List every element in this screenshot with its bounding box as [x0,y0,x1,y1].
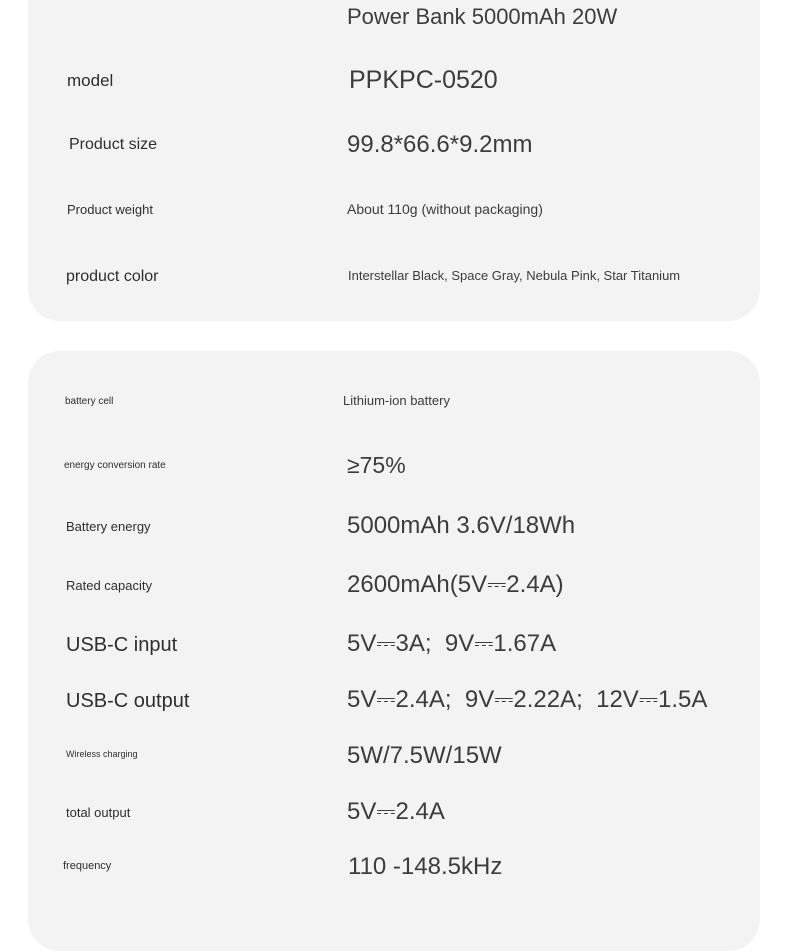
usb-c-input-label: USB-C input [66,634,178,656]
energy-conversion-rate-value: ≥75% [347,452,406,478]
product-color-label: product color [66,268,159,285]
product-color-value: Interstellar Black, Space Gray, Nebula Pink, Star Titanium [348,268,681,283]
product-name-value: Power Bank 5000mAh 20W [347,4,618,29]
product-weight-label: Product weight [67,202,153,217]
model-label: model [67,71,114,90]
total-output-label: total output [66,805,131,820]
battery-cell-value: Lithium-ion battery [343,393,450,408]
product-size-label: Product size [69,136,158,153]
rated-capacity-value: 2600mAh(5V⎓2.4A) [347,571,564,598]
model-value: PPKPC-0520 [349,66,498,94]
frequency-label: frequency [63,860,112,872]
product-weight-value: About 110g (without packaging) [347,201,543,217]
battery-energy-value: 5000mAh 3.6V/18Wh [347,512,576,539]
wireless-charging-value: 5W/7.5W/15W [347,742,502,769]
product-size-value: 99.8*66.6*9.2mm [347,131,533,158]
frequency-value: 110 -148.5kHz [348,853,503,880]
battery-cell-label: battery cell [65,396,114,407]
wireless-charging-label: Wireless charging [66,749,138,759]
usb-c-output-label: USB-C output [66,690,190,712]
usb-c-output-value: 5V⎓2.4A; 9V⎓2.22A; 12V⎓1.5A [347,686,708,713]
energy-conversion-rate-label: energy conversion rate [64,460,166,471]
rated-capacity-label: Rated capacity [66,578,152,593]
usb-c-input-value: 5V⎓3A; 9V⎓1.67A [347,630,557,657]
total-output-value: 5V⎓2.4A [347,798,445,825]
battery-energy-label: Battery energy [66,519,151,534]
